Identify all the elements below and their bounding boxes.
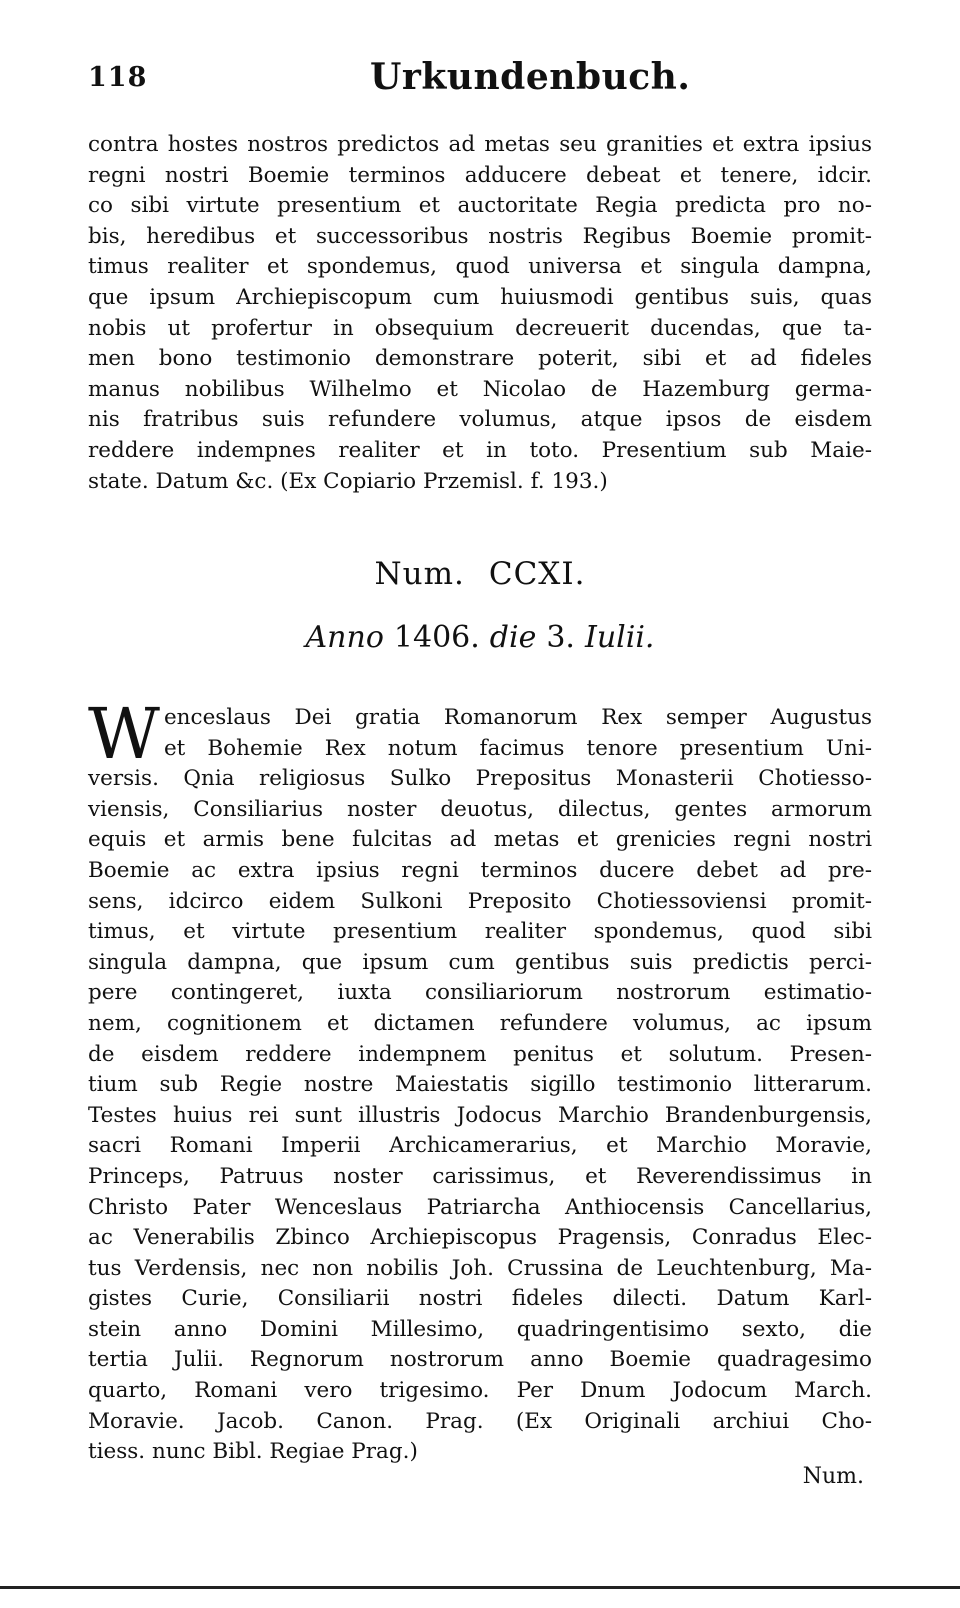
page-number: 118 <box>88 62 148 93</box>
text-line: Boemie ac extra ipsius regni terminos ducere debet ad pre- <box>88 857 872 883</box>
text-line: viensis, Consiliarius noster deuotus, dilectus, gentes armorum <box>88 796 872 822</box>
year: 1406. <box>393 620 480 655</box>
document-body-text <box>88 693 872 1468</box>
month: Iulii. <box>584 620 655 655</box>
text-line: Christo Pater Wenceslaus Patriarcha Anthiocensis Cancellarius, <box>88 1194 872 1220</box>
previous-document-text <box>88 130 872 497</box>
die-label: die <box>489 620 537 655</box>
text-line: nem, cognitionem et dictamen refundere volumus, ac ipsum <box>88 1010 872 1036</box>
text-line: nobis ut profertur in obsequium decreuerit ducendas, que ta- <box>88 315 872 341</box>
text-line: reddere indempnes realiter et in toto. Presentium sub Maie- <box>88 437 872 463</box>
num-label: Num. <box>374 556 465 592</box>
drop-cap: W <box>88 693 160 775</box>
text-line: tus Verdensis, nec non nobilis Joh. Crussina de Leuchtenburg, Ma- <box>88 1255 872 1281</box>
running-title: Urkundenbuch. <box>370 56 691 98</box>
text-line: ac Venerabilis Zbinco Archiepiscopus Pragensis, Conradus Elec- <box>88 1225 872 1251</box>
text-line: tertia Julii. Regnorum nostrorum anno Boemie quadragesimo <box>88 1347 872 1373</box>
anno-label: Anno <box>305 620 384 655</box>
text-line: men bono testimonio demonstrare poterit, sibi et ad fideles <box>88 346 872 372</box>
text-line: sacri Romani Imperii Archicamerarius, et Marchio Moravie, <box>88 1133 872 1159</box>
text-line: et Bohemie Rex notum facimus tenore presentium Uni- <box>163 735 872 761</box>
catchword: Num. <box>802 1464 864 1489</box>
text-line: de eisdem reddere indempnem penitus et solutum. Presen- <box>88 1041 872 1067</box>
document-number-heading <box>0 556 960 592</box>
text-line: Moravie. Jacob. Canon. Prag. (Ex Originali archiui Cho- <box>88 1408 872 1434</box>
text-line: gistes Curie, Consiliarii nostri fideles dilecti. Datum Karl- <box>88 1286 872 1312</box>
text-line: equis et armis bene fulcitas ad metas et grenicies regni nostri <box>88 827 872 853</box>
text-line: regni nostri Boemie terminos adducere debeat et tenere, idcir. <box>88 162 872 188</box>
text-line: singula dampna, que ipsum cum gentibus suis predictis perci- <box>88 949 872 975</box>
text-line: versis. Qnia religiosus Sulko Prepositus Monasterii Chotiesso- <box>88 766 872 792</box>
text-line-source-note: tiess. nunc Bibl. Regiae Prag.) <box>88 1439 418 1465</box>
text-line: sens, idcirco eidem Sulkoni Preposito Chotiessoviensi promit- <box>88 888 872 914</box>
text-line: timus realiter et spondemus, quod universa et singula dampna, <box>88 254 872 280</box>
text-line: co sibi virtute presentium et auctoritate Regia predicta pro no- <box>88 193 872 219</box>
text-line: que ipsum Archiepiscopum cum huiusmodi gentibus suis, quas <box>88 284 872 310</box>
text-line: tium sub Regie nostre Maiestatis sigillo testimonio litterarum. <box>88 1072 872 1098</box>
text-line: nis fratribus suis refundere volumus, atque ipsos de eisdem <box>88 407 872 433</box>
text-line: quarto, Romani vero trigesimo. Per Dnum Jodocum March. <box>88 1378 872 1404</box>
bottom-rule <box>0 1586 960 1589</box>
running-head <box>88 56 868 106</box>
text-line: manus nobilibus Wilhelmo et Nicolao de Hazemburg germa- <box>88 376 872 402</box>
text-line: contra hostes nostros predictos ad metas seu granities et extra ipsius <box>88 132 872 157</box>
num-value: CCXI. <box>488 556 586 592</box>
text-line: pere contingeret, iuxta consiliariorum nostrorum estimatio- <box>88 980 872 1006</box>
document-date-heading <box>0 620 960 655</box>
text-line-source-note: state. Datum &c. (Ex Copiario Przemisl. f. 193.) <box>88 468 608 494</box>
day: 3. <box>546 620 575 655</box>
text-line: bis, heredibus et successoribus nostris Regibus Boemie promit- <box>88 223 872 249</box>
text-line: Testes huius rei sunt illustris Jodocus Marchio Brandenburgensis, <box>88 1102 872 1128</box>
text-line: stein anno Domini Millesimo, quadringentisimo sexto, die <box>88 1316 872 1342</box>
text-line: timus, et virtute presentium realiter spondemus, quod sibi <box>88 919 872 945</box>
text-line: enceslaus Dei gratia Romanorum Rex semper Augustus <box>163 705 872 730</box>
text-line: Princeps, Patruus noster carissimus, et Reverendissimus in <box>88 1163 872 1189</box>
